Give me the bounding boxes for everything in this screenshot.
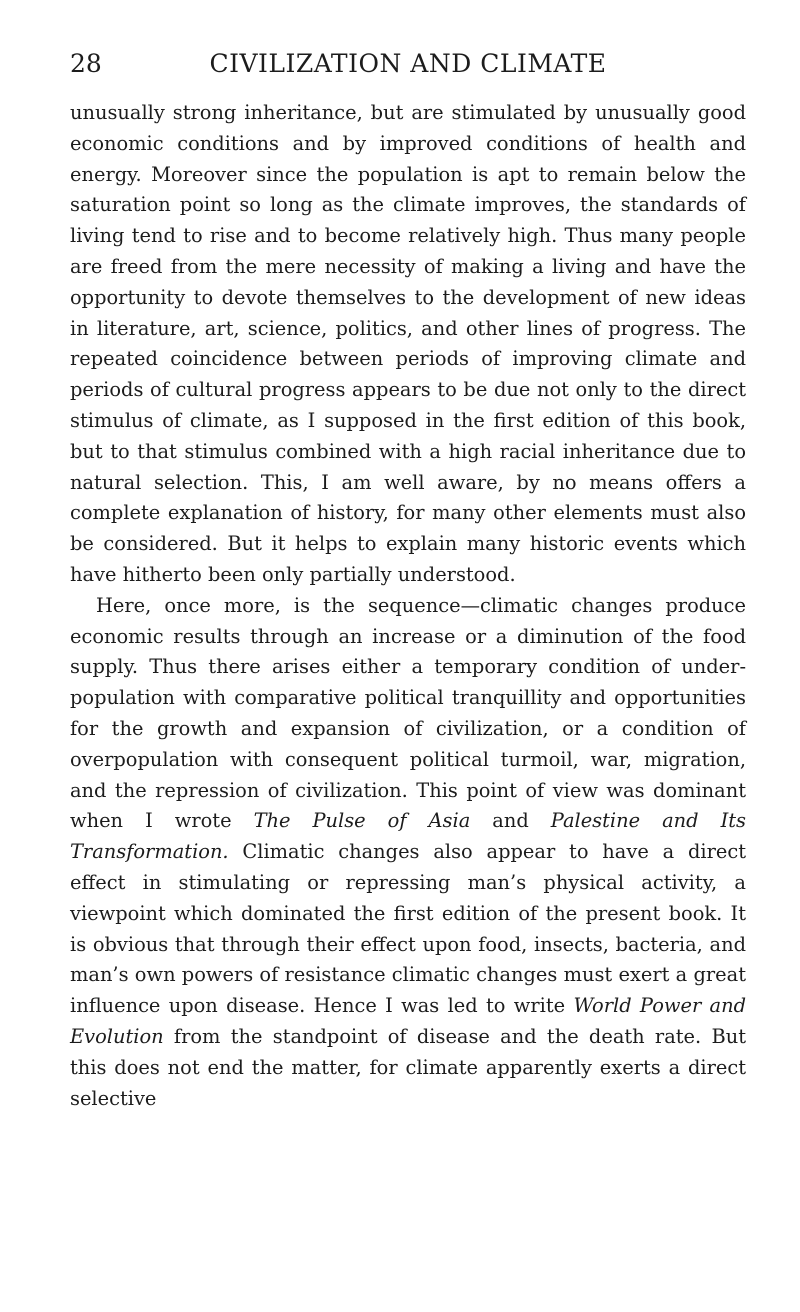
book-title-palestine: Palestine and Its Transformation. [70,809,746,864]
paragraph-2 [70,591,746,1115]
text-segment: Here, once more, is the sequence—climatic changes produce economic results through an increase or a diminution of the food supply. Thus there arises either a temporary condition of underpopulation with comparative political tranquillity and opportunities for the growth and expansion of civilization, or a condition of overpopulation with consequent political turmoil, war, migration, and the repression of civilization. This point of view was dominant when I wrote [70,593,746,833]
page-number: 28 [70,49,102,78]
book-page [70,0,746,1312]
book-title-world-power: World Power and Evolution [70,994,746,1048]
book-title-pulse-of-asia: The Pulse of Asia [253,809,471,833]
text-segment: from the standpoint of disease and the death rate. But this does not end the matter, for climate apparently exerts a direct selective [70,1024,746,1110]
body-text [70,98,746,1114]
text-segment: unusually strong inheritance, but are stimulated by unusually good economic conditions and by improved conditions of health and energy. Moreover since the population is apt to remain below the saturation point so long as the climate improves, the standards of living tend to rise and to become relatively high. Thus many people are freed from the mere necessity of making a living and have the opportunity to devote themselves to the development of new ideas in literature, art, science, politics, and other lines of progress. The repeated coincidence between periods of improving climate and periods of cultural progress appears to be due not only to the direct stimulus of climate, as I supposed in the first edition of this book, but to that stimulus combined with a high racial inheritance due to natural selection. This, I am well aware, by no means offers a complete explanation of history, for many other elements must also be considered. But it helps to explain many historic events which have hitherto been only partially understood. [70,101,746,586]
running-title: CIVILIZATION AND CLIMATE [209,49,607,78]
text-segment: and [470,809,551,833]
text-segment: Climatic changes also appear to have a direct effect in stimulating or repressing man’s physical activity, a viewpoint which dominated the first edition of the present book. It is obvious that through their effect upon food, insects, bacteria, and man’s own powers of resistance climatic changes must exert a great influence upon disease. Hence I was led to write [70,840,746,1018]
paragraph-1 [70,98,746,591]
page-header [70,50,746,80]
